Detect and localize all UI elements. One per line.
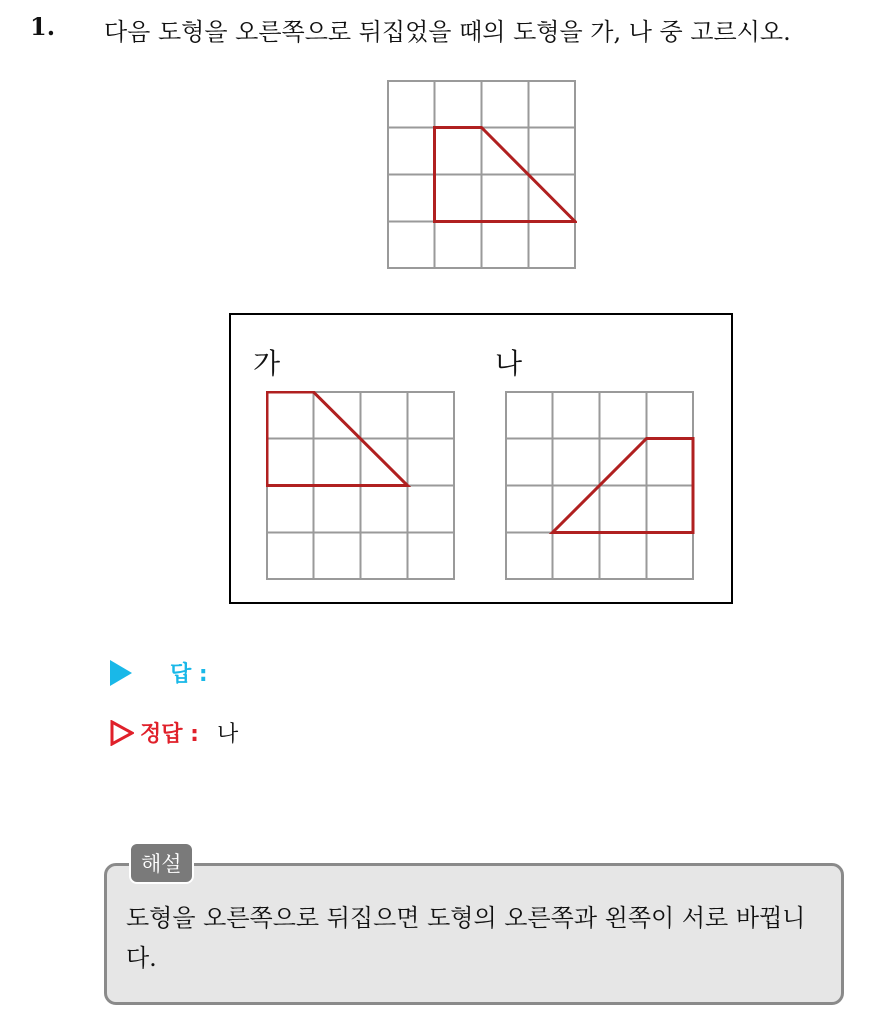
choice-label-ga[interactable]: 가 bbox=[253, 347, 281, 380]
choice-figure-na[interactable] bbox=[505, 391, 695, 581]
answer-prompt-label: 답 : bbox=[170, 662, 208, 687]
choice-figure-ga[interactable] bbox=[266, 391, 456, 581]
correct-answer-label: 정답 : bbox=[140, 722, 199, 747]
outline-play-icon bbox=[110, 720, 134, 746]
original-figure bbox=[387, 80, 577, 270]
explanation-tag: 해설 bbox=[129, 842, 194, 884]
play-marker-icon bbox=[110, 660, 132, 686]
choice-label-na[interactable]: 나 bbox=[495, 347, 523, 380]
explanation-text: 도형을 오른쪽으로 뒤집으면 도형의 오른쪽과 왼쪽이 서로 바뀝니다. bbox=[126, 904, 806, 972]
question-text: 다음 도형을 오른쪽으로 뒤집었을 때의 도형을 가, 나 중 고르시오. bbox=[104, 18, 791, 46]
answer-input-row bbox=[110, 657, 208, 688]
question-number: 1. bbox=[30, 12, 56, 41]
correct-answer-row bbox=[110, 717, 238, 748]
correct-answer-value: 나 bbox=[216, 722, 239, 747]
